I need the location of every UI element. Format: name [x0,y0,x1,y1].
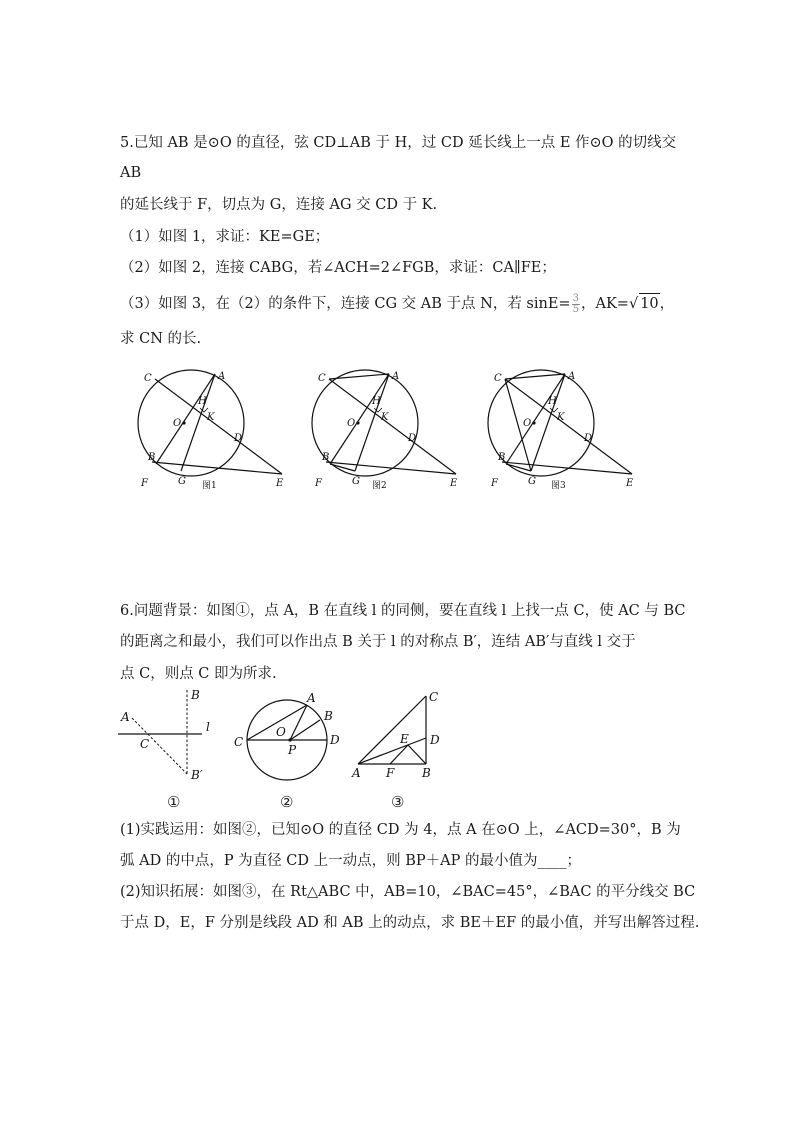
q6-figure-3 [350,688,450,788]
sqrt-radicand: 10 [639,293,659,314]
label-A: A [121,710,130,724]
label-G: G [352,476,360,487]
q6-figure-2 [232,690,352,790]
label-H: H [372,396,381,407]
label-O: O [523,418,532,429]
label-C: C [429,690,439,704]
q5-part-3-text-c: ， [659,296,675,312]
label-A: A [307,691,316,705]
label-O: O [347,418,356,429]
label-K: K [207,412,215,423]
label-H: H [198,396,207,407]
label-C: C [234,735,244,749]
label-F: F [386,766,395,780]
q5-part-1: （1）如图 1，求证：KE=GE； [120,229,330,245]
label-E: E [400,732,409,746]
label-K: K [557,412,565,423]
label-C: C [144,373,152,384]
label-O: O [276,725,286,739]
figure-3-caption: 图3 [551,481,566,491]
label-B: B [148,452,156,463]
label-A: A [352,766,361,780]
label-A: A [568,371,576,382]
label-G: G [528,476,536,487]
q5-figure-1 [138,362,298,492]
label-B-prime: B′ [191,768,203,782]
q5-figure-3 [488,362,648,492]
label-D: D [330,733,340,747]
label-O: O [173,418,182,429]
label-G: G [178,476,186,487]
q5-line-1: 5.已知 AB 是⊙O 的直径，弦 CD⊥AB 于 H，过 CD 延长线上一点 E 作⊙O 的切线交 [120,135,677,151]
label-B: B [324,709,333,723]
label-F: F [491,478,498,489]
label-B: B [322,452,330,463]
label-l: l [206,720,210,734]
q5-part-3-end: 求 CN 的长. [120,331,202,347]
fraction-denominator: 5 [572,303,579,315]
q5-part-3-text-b: ，AK= [580,296,629,312]
q6-line-2: 的距离之和最小，我们可以作出点 B 关于 l 的对称点 B′，连结 AB′与直线 l 交于 [120,634,636,650]
label-E: E [626,478,634,489]
label-D: D [584,433,593,444]
label-B: B [191,688,200,702]
label-P: P [288,743,297,757]
figure-label-1: ① [167,793,181,811]
q5-part-2: （2）如图 2，连接 CABG，若∠ACH=2∠FGB，求证：CA∥FE； [120,260,556,276]
q6-part-1-line-b: 弧 AD 的中点，P 为直径 CD 上一动点，则 BP＋AP 的最小值为____； [120,853,581,869]
q5-figure-2 [312,362,472,492]
figure-label-3: ③ [391,793,405,811]
label-D: D [430,733,440,747]
label-B: B [422,766,431,780]
sqrt-symbol: √ [628,296,639,312]
q5-line-2: AB [120,165,142,181]
label-D: D [234,433,243,444]
q6-part-1-line-a: (1)实践运用：如图②，已知⊙O 的直径 CD 为 4，点 A 在⊙O 上，∠ACD=30°，B 为 [120,822,681,838]
q6-part-2-line-a: (2)知识拓展：如图③，在 Rt△ABC 中，AB=10，∠BAC=45°，∠BAC 的平分线交 BC [120,884,696,900]
label-H: H [548,396,557,407]
q5-line-3: 的延长线于 F，切点为 G，连接 AG 交 CD 于 K. [120,197,438,213]
label-B: B [498,452,506,463]
label-D: D [408,433,417,444]
figure-label-2: ② [280,793,294,811]
q5-part-3-text: （3）如图 3，在（2）的条件下，连接 CG 交 AB 于点 N，若 sinE= [120,296,571,312]
label-E: E [276,478,284,489]
fraction-numerator: 3 [572,292,579,304]
label-E: E [450,478,458,489]
label-C: C [494,373,502,384]
label-C: C [140,737,150,751]
label-F: F [315,478,322,489]
label-K: K [381,412,389,423]
figure-1-caption: 图1 [202,481,217,491]
label-F: F [141,478,148,489]
q5-part-3 [120,293,674,315]
label-A: A [392,371,400,382]
label-C: C [318,373,326,384]
label-A: A [218,371,226,382]
q6-part-2-line-b: 于点 D，E，F 分别是线段 AD 和 AB 上的动点，求 BE＋EF 的最小值，并写出解答过程. [120,915,700,931]
figure-2-caption: 图2 [372,481,387,491]
q6-line-1: 6.问题背景：如图①，点 A，B 在直线 l 的同侧，要在直线 l 上找一点 C，使 AC 与 BC [120,603,686,619]
q6-line-3: 点 C，则点 C 即为所求. [120,666,277,682]
sine-fraction [572,294,580,315]
q6-figure-1 [118,690,218,790]
